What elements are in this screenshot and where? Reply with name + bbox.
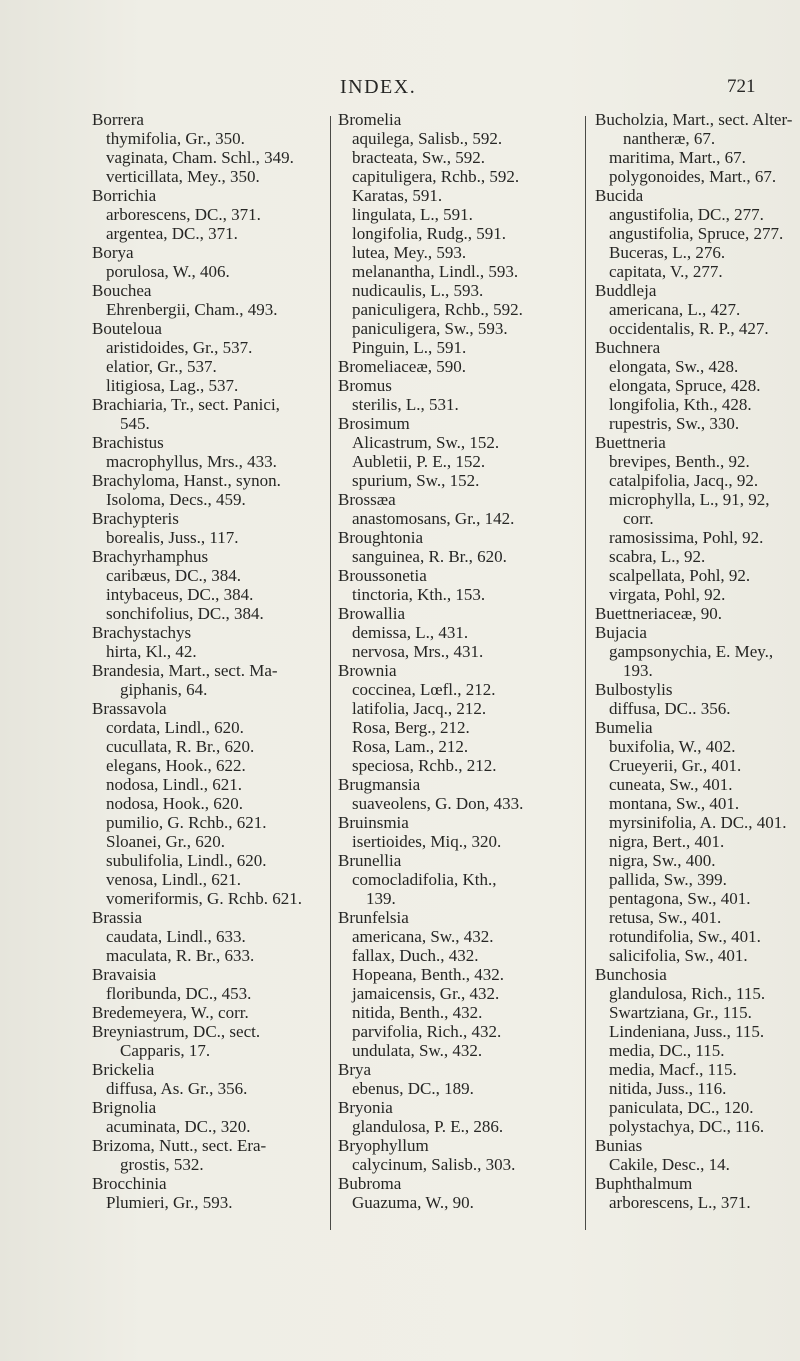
page-number: 721 <box>727 76 756 97</box>
index-subentry: elegans, Hook., 622. <box>106 756 246 775</box>
index-entry: Broussonetia <box>338 566 427 585</box>
index-entry: Breyniastrum, DC., sect. <box>92 1022 261 1041</box>
index-entry: Buddleja <box>595 281 657 300</box>
index-subentry: Rosa, Lam., 212. <box>352 737 469 756</box>
index-subentry: sonchifolius, DC., 384. <box>106 604 264 623</box>
index-entry: Brassavola <box>92 699 167 718</box>
index-subentry: coccinea, Lœfl., 212. <box>352 680 496 699</box>
index-subentry: glandulosa, Rich., 115. <box>609 984 766 1003</box>
index-entry: Bromus <box>338 376 392 395</box>
index-entry: Borrera <box>92 110 144 129</box>
index-subentry: lingulata, L., 591. <box>352 205 473 224</box>
index-subentry: bracteata, Sw., 592. <box>352 148 485 167</box>
index-subentry: capitata, V., 277. <box>609 262 723 281</box>
page-header-title: INDEX. <box>340 76 417 98</box>
index-subentry: macrophyllus, Mrs., 433. <box>106 452 277 471</box>
index-subentry: cordata, Lindl., 620. <box>106 718 244 737</box>
index-entry: Bubroma <box>338 1174 402 1193</box>
index-entry: Brosimum <box>338 414 410 433</box>
index-subentry: ramosissima, Pohl, 92. <box>609 528 764 547</box>
index-subentry: scabra, L., 92. <box>609 547 706 566</box>
index-subentry: arborescens, L., 371. <box>609 1193 751 1212</box>
index-entry: Bromelia <box>338 110 402 129</box>
index-entry: Brownia <box>338 661 397 680</box>
index-subentry: litigiosa, Lag., 537. <box>106 376 239 395</box>
index-entry: Brachistus <box>92 433 164 452</box>
index-entry: Brossæa <box>338 490 396 509</box>
index-subentry: virgata, Pohl, 92. <box>609 585 726 604</box>
index-subentry: glandulosa, P. E., 286. <box>352 1117 504 1136</box>
index-subentry: spurium, Sw., 152. <box>352 471 480 490</box>
index-subentry: nitida, Juss., 116. <box>609 1079 727 1098</box>
index-entry: Brachiaria, Tr., sect. Panici, <box>92 395 280 414</box>
index-subentry: acuminata, DC., 320. <box>106 1117 251 1136</box>
index-subentry: Lindeniana, Juss., 115. <box>609 1022 765 1041</box>
index-entry: Brassia <box>92 908 143 927</box>
index-subentry: Ehrenbergii, Cham., 493. <box>106 300 278 319</box>
index-subentry: Isoloma, Decs., 459. <box>106 490 246 509</box>
index-subentry: myrsinifolia, A. DC., 401. <box>609 813 787 832</box>
index-subentry: elongata, Spruce, 428. <box>609 376 761 395</box>
index-subentry: Swartziana, Gr., 115. <box>609 1003 752 1022</box>
index-subentry: nodosa, Lindl., 621. <box>106 775 242 794</box>
index-subentry: maculata, R. Br., 633. <box>106 946 255 965</box>
index-subentry: angustifolia, Spruce, 277. <box>609 224 784 243</box>
index-column-2 <box>338 110 593 1212</box>
index-entry: Bryophyllum <box>338 1136 429 1155</box>
index-subentry: maritima, Mart., 67. <box>609 148 746 167</box>
index-subentry: floribunda, DC., 453. <box>106 984 252 1003</box>
index-entry: Buchnera <box>595 338 661 357</box>
index-subentry: aristidoides, Gr., 537. <box>106 338 253 357</box>
index-entry: Buettneriaceæ, 90. <box>595 604 722 623</box>
index-subentry: pentagona, Sw., 401. <box>609 889 751 908</box>
index-entry: Bouteloua <box>92 319 162 338</box>
index-subentry: Rosa, Berg., 212. <box>352 718 470 737</box>
index-entry: Borya <box>92 243 134 262</box>
index-column-3 <box>595 110 795 1212</box>
index-subentry: nitida, Benth., 432. <box>352 1003 483 1022</box>
index-subentry: elongata, Sw., 428. <box>609 357 739 376</box>
index-subentry: media, Macf., 115. <box>609 1060 737 1079</box>
index-subentry: 193. <box>623 661 653 680</box>
index-subentry: Pinguin, L., 591. <box>352 338 467 357</box>
index-subentry: parvifolia, Rich., 432. <box>352 1022 502 1041</box>
index-subentry: rupestris, Sw., 330. <box>609 414 740 433</box>
index-subentry: occidentalis, R. P., 427. <box>609 319 769 338</box>
index-subentry: undulata, Sw., 432. <box>352 1041 483 1060</box>
index-entry: Bunias <box>595 1136 643 1155</box>
index-subentry: jamaicensis, Gr., 432. <box>352 984 500 1003</box>
index-subentry: longifolia, Rudg., 591. <box>352 224 506 243</box>
index-subentry: demissa, L., 431. <box>352 623 469 642</box>
index-subentry: rotundifolia, Sw., 401. <box>609 927 761 946</box>
index-subentry: Aubletii, P. E., 152. <box>352 452 486 471</box>
index-subentry: Capparis, 17. <box>120 1041 211 1060</box>
index-subentry: isertioides, Miq., 320. <box>352 832 502 851</box>
index-entry: Brunellia <box>338 851 402 870</box>
index-subentry: polystachya, DC., 116. <box>609 1117 765 1136</box>
index-subentry: diffusa, As. Gr., 356. <box>106 1079 248 1098</box>
index-subentry: sterilis, L., 531. <box>352 395 459 414</box>
index-subentry: argentea, DC., 371. <box>106 224 238 243</box>
index-subentry: caribæus, DC., 384. <box>106 566 242 585</box>
index-subentry: gampsonychia, E. Mey., <box>609 642 774 661</box>
index-entry: Bryonia <box>338 1098 393 1117</box>
index-subentry: caudata, Lindl., 633. <box>106 927 246 946</box>
index-subentry: intybaceus, DC., 384. <box>106 585 254 604</box>
index-subentry: media, DC., 115. <box>609 1041 725 1060</box>
index-subentry: nodosa, Hook., 620. <box>106 794 243 813</box>
index-entry: Bunchosia <box>595 965 667 984</box>
index-entry: Bredemeyera, W., corr. <box>92 1003 249 1022</box>
index-entry: Brickelia <box>92 1060 155 1079</box>
index-entry: Brocchinia <box>92 1174 167 1193</box>
index-subentry: longifolia, Kth., 428. <box>609 395 752 414</box>
index-subentry: tinctoria, Kth., 153. <box>352 585 486 604</box>
index-entry: Borrichia <box>92 186 157 205</box>
index-subentry: vaginata, Cham. Schl., 349. <box>106 148 294 167</box>
index-entry: Broughtonia <box>338 528 423 547</box>
index-column-1 <box>92 110 347 1212</box>
index-entry: Brachyloma, Hanst., synon. <box>92 471 281 490</box>
index-subentry: subulifolia, Lindl., 620. <box>106 851 267 870</box>
index-subentry: 545. <box>120 414 150 433</box>
index-subentry: fallax, Duch., 432. <box>352 946 479 965</box>
index-subentry: paniculigera, Sw., 593. <box>352 319 508 338</box>
index-subentry: paniculata, DC., 120. <box>609 1098 754 1117</box>
index-subentry: capituligera, Rchb., 592. <box>352 167 520 186</box>
index-subentry: brevipes, Benth., 92. <box>609 452 750 471</box>
index-subentry: grostis, 532. <box>120 1155 204 1174</box>
index-subentry: verticillata, Mey., 350. <box>106 167 260 186</box>
index-subentry: Crueyerii, Gr., 401. <box>609 756 742 775</box>
index-entry: Brachypteris <box>92 509 179 528</box>
index-subentry: suaveolens, G. Don, 433. <box>352 794 524 813</box>
index-entry: Brya <box>338 1060 372 1079</box>
index-subentry: venosa, Lindl., 621. <box>106 870 242 889</box>
index-subentry: nervosa, Mrs., 431. <box>352 642 484 661</box>
index-entry: Bumelia <box>595 718 653 737</box>
index-subentry: cuneata, Sw., 401. <box>609 775 733 794</box>
index-subentry: retusa, Sw., 401. <box>609 908 722 927</box>
index-subentry: lutea, Mey., 593. <box>352 243 467 262</box>
index-subentry: thymifolia, Gr., 350. <box>106 129 245 148</box>
index-subentry: borealis, Juss., 117. <box>106 528 239 547</box>
index-subentry: diffusa, DC.. 356. <box>609 699 731 718</box>
index-subentry: speciosa, Rchb., 212. <box>352 756 497 775</box>
index-entry: Brunfelsia <box>338 908 409 927</box>
index-subentry: calycinum, Salisb., 303. <box>352 1155 516 1174</box>
index-entry: Bouchea <box>92 281 152 300</box>
index-entry: Bucida <box>595 186 644 205</box>
index-subentry: melanantha, Lindl., 593. <box>352 262 519 281</box>
index-entry: Bucholzia, Mart., sect. Alter- <box>595 110 793 129</box>
index-subentry: porulosa, W., 406. <box>106 262 230 281</box>
index-subentry: catalpifolia, Jacq., 92. <box>609 471 759 490</box>
index-subentry: nantheræ, 67. <box>623 129 716 148</box>
index-subentry: anastomosans, Gr., 142. <box>352 509 515 528</box>
index-subentry: Buceras, L., 276. <box>609 243 726 262</box>
index-entry: Bruinsmia <box>338 813 409 832</box>
index-subentry: pallida, Sw., 399. <box>609 870 727 889</box>
index-subentry: Karatas, 591. <box>352 186 443 205</box>
index-subentry: nigra, Bert., 401. <box>609 832 725 851</box>
index-subentry: vomeriformis, G. Rchb. 621. <box>106 889 302 908</box>
index-subentry: angustifolia, DC., 277. <box>609 205 764 224</box>
index-subentry: hirta, Kl., 42. <box>106 642 197 661</box>
index-entry: Bulbostylis <box>595 680 673 699</box>
index-subentry: americana, L., 427. <box>609 300 741 319</box>
index-subentry: corr. <box>623 509 654 528</box>
index-subentry: nigra, Sw., 400. <box>609 851 716 870</box>
index-subentry: giphanis, 64. <box>120 680 208 699</box>
index-subentry: Alicastrum, Sw., 152. <box>352 433 500 452</box>
index-entry: Brachyrhamphus <box>92 547 209 566</box>
index-subentry: Cakile, Desc., 14. <box>609 1155 730 1174</box>
index-entry: Buettneria <box>595 433 666 452</box>
index-entry: Brugmansia <box>338 775 421 794</box>
index-entry: Brachystachys <box>92 623 192 642</box>
index-subentry: salicifolia, Sw., 401. <box>609 946 748 965</box>
index-entry: Bravaisia <box>92 965 157 984</box>
index-entry: Buphthalmum <box>595 1174 693 1193</box>
index-subentry: nudicaulis, L., 593. <box>352 281 484 300</box>
index-subentry: americana, Sw., 432. <box>352 927 494 946</box>
index-subentry: montana, Sw., 401. <box>609 794 740 813</box>
index-subentry: polygonoides, Mart., 67. <box>609 167 777 186</box>
index-entry: Bromeliaceæ, 590. <box>338 357 466 376</box>
index-subentry: ebenus, DC., 189. <box>352 1079 474 1098</box>
index-subentry: 139. <box>366 889 396 908</box>
index-subentry: Plumieri, Gr., 593. <box>106 1193 233 1212</box>
index-subentry: cucullata, R. Br., 620. <box>106 737 255 756</box>
index-entry: Brignolia <box>92 1098 157 1117</box>
index-subentry: Hopeana, Benth., 432. <box>352 965 505 984</box>
index-entry: Browallia <box>338 604 406 623</box>
index-entry: Brandesia, Mart., sect. Ma- <box>92 661 278 680</box>
index-subentry: paniculigera, Rchb., 592. <box>352 300 523 319</box>
index-subentry: aquilega, Salisb., 592. <box>352 129 503 148</box>
index-subentry: microphylla, L., 91, 92, <box>609 490 770 509</box>
index-subentry: scalpellata, Pohl, 92. <box>609 566 751 585</box>
index-entry: Brizoma, Nutt., sect. Era- <box>92 1136 267 1155</box>
index-entry: Bujacia <box>595 623 647 642</box>
index-subentry: latifolia, Jacq., 212. <box>352 699 487 718</box>
index-subentry: Guazuma, W., 90. <box>352 1193 474 1212</box>
index-subentry: elatior, Gr., 537. <box>106 357 217 376</box>
index-subentry: buxifolia, W., 402. <box>609 737 736 756</box>
index-subentry: arborescens, DC., 371. <box>106 205 261 224</box>
index-subentry: sanguinea, R. Br., 620. <box>352 547 507 566</box>
index-subentry: comocladifolia, Kth., <box>352 870 497 889</box>
index-subentry: Sloanei, Gr., 620. <box>106 832 225 851</box>
index-subentry: pumilio, G. Rchb., 621. <box>106 813 267 832</box>
